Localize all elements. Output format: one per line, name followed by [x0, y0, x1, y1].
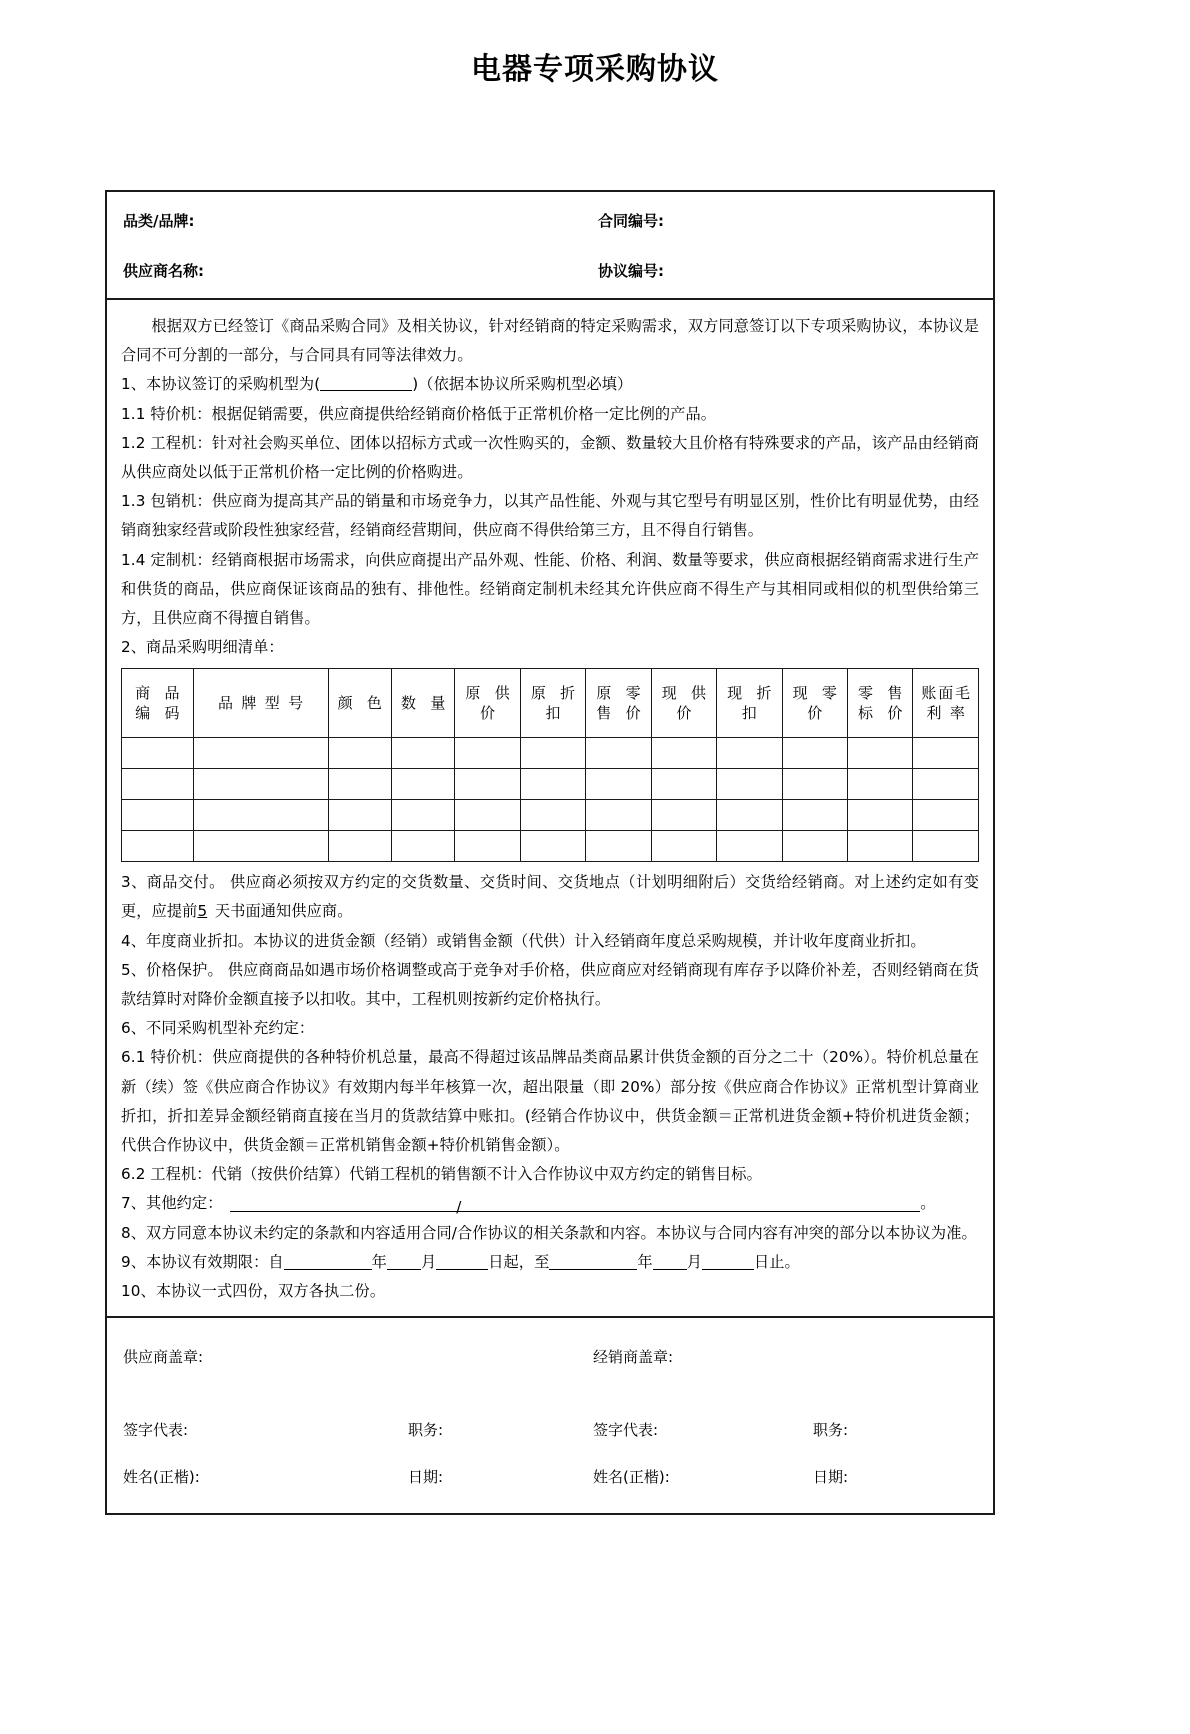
- cell-color[interactable]: [328, 831, 391, 862]
- cell-retail-list-price[interactable]: [847, 738, 912, 769]
- cell-quantity[interactable]: [391, 831, 454, 862]
- clause-10: 10、本协议一式四份，双方各执二份。: [121, 1281, 386, 1300]
- cell-book-gross-margin[interactable]: [913, 800, 979, 831]
- supplier-name-label: 供应商名称:: [123, 261, 204, 280]
- clause-9-end-year-blank[interactable]: [549, 1253, 637, 1270]
- col-header-current-retail-price: 现 零 价: [782, 669, 847, 738]
- cell-brand-model[interactable]: [193, 769, 328, 800]
- clause-9-start-month-blank[interactable]: [387, 1253, 421, 1270]
- clause-3-part-2: 天书面通知供应商。: [214, 902, 353, 921]
- supplier-rep-label: 签字代表:: [123, 1421, 189, 1440]
- cell-original-retail-price[interactable]: [586, 769, 651, 800]
- clause-9-end-month-blank[interactable]: [653, 1253, 687, 1270]
- stamp-spacer: [408, 1346, 593, 1367]
- col-header-original-supply-price: 原 供 价: [455, 669, 520, 738]
- clause-2-title: 2、商品采购明细清单：: [121, 638, 284, 657]
- cell-current-supply-price[interactable]: [651, 738, 716, 769]
- cell-current-retail-price[interactable]: [782, 738, 847, 769]
- cell-color[interactable]: [328, 800, 391, 831]
- col-header-current-supply-price: 现 供 价: [651, 669, 716, 738]
- preamble-paragraph: 根据双方已经签订《商品采购合同》及相关协议，针对经销商的特定采购需求，双方同意签订以下专项采购协议，本协议是合同不可分割的一部分，与合同具有同等法律效力。: [121, 317, 979, 365]
- col-header-original-retail-price: 原 零 售 价: [586, 669, 651, 738]
- clause-5: 5、价格保护。 供应商商品如遇市场价格调整或高于竞争对手价格，供应商应对经销商现有库存予以降价补差，否则经销商在货款结算时对降价金额直接予以扣收。其中，工程机则按新约定价格执行。: [121, 960, 979, 1008]
- cell-original-retail-price[interactable]: [586, 831, 651, 862]
- clause-9-suffix: 日止。: [753, 1252, 800, 1271]
- clause-1-1: 1.1 特价机：根据促销需要，供应商提供给经销商价格低于正常机价格一定比例的产品。: [121, 404, 717, 423]
- clause-9-prefix: 9、本协议有效期限：自: [121, 1252, 284, 1271]
- cell-brand-model[interactable]: [193, 800, 328, 831]
- table-row[interactable]: [122, 800, 979, 831]
- supplier-title-label: 职务:: [408, 1421, 444, 1440]
- cell-product-code[interactable]: [122, 800, 194, 831]
- cell-retail-list-price[interactable]: [847, 831, 912, 862]
- clause-4: 4、年度商业折扣。本协议的进货金额（经销）或销售金额（代供）计入经销商年度总采购规模，并计收年度商业折扣。: [121, 931, 926, 950]
- dealer-title-label: 职务:: [813, 1421, 849, 1440]
- supplier-date-label: 日期:: [408, 1468, 444, 1487]
- clause-9-end-day-blank[interactable]: [702, 1253, 754, 1270]
- col-header-quantity: 数 量: [391, 669, 454, 738]
- clause-9-month-label: 月: [420, 1252, 437, 1271]
- items-table-wrapper: [121, 668, 979, 862]
- clause-1-blank[interactable]: [320, 375, 412, 391]
- clause-3-days-value[interactable]: 5: [197, 902, 208, 921]
- representative-row: [107, 1419, 993, 1466]
- cell-brand-model[interactable]: [193, 738, 328, 769]
- cell-quantity[interactable]: [391, 769, 454, 800]
- cell-quantity[interactable]: [391, 800, 454, 831]
- signature-block: [107, 1318, 993, 1513]
- clause-7-input-line[interactable]: [230, 1195, 920, 1216]
- cell-current-discount[interactable]: [717, 831, 782, 862]
- items-table-body: [122, 738, 979, 862]
- header-fields-block: [107, 192, 993, 300]
- cell-product-code[interactable]: [122, 831, 194, 862]
- clause-1-2: 1.2 工程机：针对社会购买单位、团体以招标方式或一次性购买的，金额、数量较大且价格有特殊要求的产品，该产品由经销商从供应商处以低于正常机价格一定比例的价格购进。: [121, 433, 979, 481]
- table-row[interactable]: [122, 769, 979, 800]
- cell-book-gross-margin[interactable]: [913, 831, 979, 862]
- cell-product-code[interactable]: [122, 769, 194, 800]
- supplier-stamp-label: 供应商盖章:: [123, 1348, 204, 1367]
- dealer-rep-label: 签字代表:: [593, 1421, 659, 1440]
- cell-current-supply-price[interactable]: [651, 800, 716, 831]
- cell-original-retail-price[interactable]: [586, 738, 651, 769]
- col-header-book-gross-margin: 账面毛 利 率: [913, 669, 979, 738]
- clause-9-start-day-blank[interactable]: [436, 1253, 488, 1270]
- cell-original-supply-price[interactable]: [455, 831, 520, 862]
- cell-brand-model[interactable]: [193, 831, 328, 862]
- clause-7: [121, 1189, 979, 1218]
- clause-3-part-1: 3、商品交付。 供应商必须按双方约定的交货数量、交货时间、交货地点（计划明细附后）交货给经销商。对上述约定如有变更，应提前: [121, 873, 979, 921]
- clause-1-suffix: )（依据本协议所采购机型必填）: [412, 375, 633, 394]
- clause-7-label: 7、其他约定：: [121, 1194, 223, 1213]
- cell-original-discount[interactable]: [520, 831, 585, 862]
- clause-1-3: 1.3 包销机：供应商为提高其产品的销量和市场竞争力，以其产品性能、外观与其它型号有明显区别，性价比有明显优势，由经销商独家经营或阶段性独家经营，经销商经营期间，供应商不得供给第三方，且不得自行销售。: [121, 492, 979, 540]
- cell-current-retail-price[interactable]: [782, 769, 847, 800]
- stamp-row: [107, 1318, 993, 1419]
- dealer-printed-name-label: 姓名(正楷):: [593, 1468, 670, 1487]
- col-header-original-discount: 原 折 扣: [520, 669, 585, 738]
- document-page: [0, 52, 1190, 1734]
- items-table-header-row: [122, 669, 979, 738]
- clause-1-prefix: 1、本协议签订的采购机型为(: [121, 375, 321, 394]
- agreement-body-block: [107, 300, 993, 1318]
- clause-8: 8、双方同意本协议未约定的条款和内容适用合同/合作协议的相关条款和内容。本协议与合同内容有冲突的部分以本协议为准。: [121, 1223, 977, 1242]
- col-header-brand-model: 品 牌 型 号: [193, 669, 328, 738]
- cell-current-discount[interactable]: [717, 738, 782, 769]
- cell-current-discount[interactable]: [717, 769, 782, 800]
- cell-current-supply-price[interactable]: [651, 769, 716, 800]
- cell-original-retail-price[interactable]: [586, 800, 651, 831]
- clause-1: [121, 370, 979, 399]
- clause-6-1: 6.1 特价机：供应商提供的各种特价机总量，最高不得超过该品牌品类商品累计供货金额的百分之二十（20%）。特价机总量在新（续）签《供应商合作协议》有效期内每半年核算一次，超出限量（即 20%）部分按《供应商合作协议》正常机型计算商业折扣，折扣差异金额经销商直接在当月的货款结算中账扣。(经销合作协议中，供货金额＝正常机进货金额+特价机进货金额；代供合作协议中，供货金额＝正常机销售金额+特价机销售金额）。: [121, 1048, 979, 1154]
- agreement-frame: [105, 190, 995, 1515]
- cell-color[interactable]: [328, 738, 391, 769]
- supplier-printed-name-label: 姓名(正楷):: [123, 1468, 200, 1487]
- header-row-2: [123, 260, 977, 283]
- header-row-1: [123, 210, 977, 233]
- clause-9-middle: 日起，至: [488, 1252, 550, 1271]
- cell-original-discount[interactable]: [520, 738, 585, 769]
- cell-current-retail-price[interactable]: [782, 831, 847, 862]
- cell-original-discount[interactable]: [520, 769, 585, 800]
- col-header-retail-list-price: 零 售 标 价: [847, 669, 912, 738]
- clause-6-title: 6、不同采购机型补充约定：: [121, 1019, 315, 1038]
- agreement-no-label: 协议编号:: [598, 261, 664, 280]
- clause-9-year-label: 年: [371, 1252, 387, 1271]
- col-header-product-code: 商 品 编 码: [122, 669, 194, 738]
- cell-retail-list-price[interactable]: [847, 800, 912, 831]
- name-date-row: [107, 1466, 993, 1513]
- page-title: 电器专项采购协议: [471, 52, 719, 87]
- category-brand-label: 品类/品牌:: [123, 212, 195, 230]
- dealer-stamp-label: 经销商盖章:: [593, 1348, 674, 1367]
- cell-original-discount[interactable]: [520, 800, 585, 831]
- clause-7-end: 。: [920, 1194, 936, 1213]
- cell-current-supply-price[interactable]: [651, 831, 716, 862]
- col-header-current-discount: 现 折 扣: [717, 669, 782, 738]
- cell-book-gross-margin[interactable]: [913, 769, 979, 800]
- clause-9-year-label-2: 年: [637, 1252, 653, 1271]
- clause-9-month-label-2: 月: [686, 1252, 702, 1271]
- cell-original-supply-price[interactable]: [455, 800, 520, 831]
- cell-retail-list-price[interactable]: [847, 769, 912, 800]
- clause-3: [121, 868, 979, 926]
- cell-current-retail-price[interactable]: [782, 800, 847, 831]
- contract-no-label: 合同编号:: [598, 212, 664, 230]
- cell-original-supply-price[interactable]: [455, 769, 520, 800]
- clause-7-slash-mark: /: [456, 1197, 462, 1216]
- clause-6-2: 6.2 工程机：代销（按供价结算）代销工程机的销售额不计入合作协议中双方约定的销售目标。: [121, 1165, 762, 1184]
- col-header-color: 颜 色: [328, 669, 391, 738]
- dealer-date-label: 日期:: [813, 1468, 849, 1487]
- cell-quantity[interactable]: [391, 738, 454, 769]
- items-table: [121, 668, 979, 862]
- cell-current-discount[interactable]: [717, 800, 782, 831]
- cell-original-supply-price[interactable]: [455, 738, 520, 769]
- table-row[interactable]: [122, 831, 979, 862]
- clause-9-start-year-blank[interactable]: [284, 1253, 372, 1270]
- clause-1-4: 1.4 定制机：经销商根据市场需求，向供应商提出产品外观、性能、价格、利润、数量等要求，供应商根据经销商需求进行生产和供货的商品，供应商保证该商品的独有、排他性。经销商定制机未经其允许供应商不得生产与其相同或相似的机型供给第三方，且供应商不得擅自销售。: [121, 550, 979, 627]
- cell-color[interactable]: [328, 769, 391, 800]
- clause-9: [121, 1248, 979, 1277]
- table-row[interactable]: [122, 738, 979, 769]
- cell-product-code[interactable]: [122, 738, 194, 769]
- cell-book-gross-margin[interactable]: [913, 738, 979, 769]
